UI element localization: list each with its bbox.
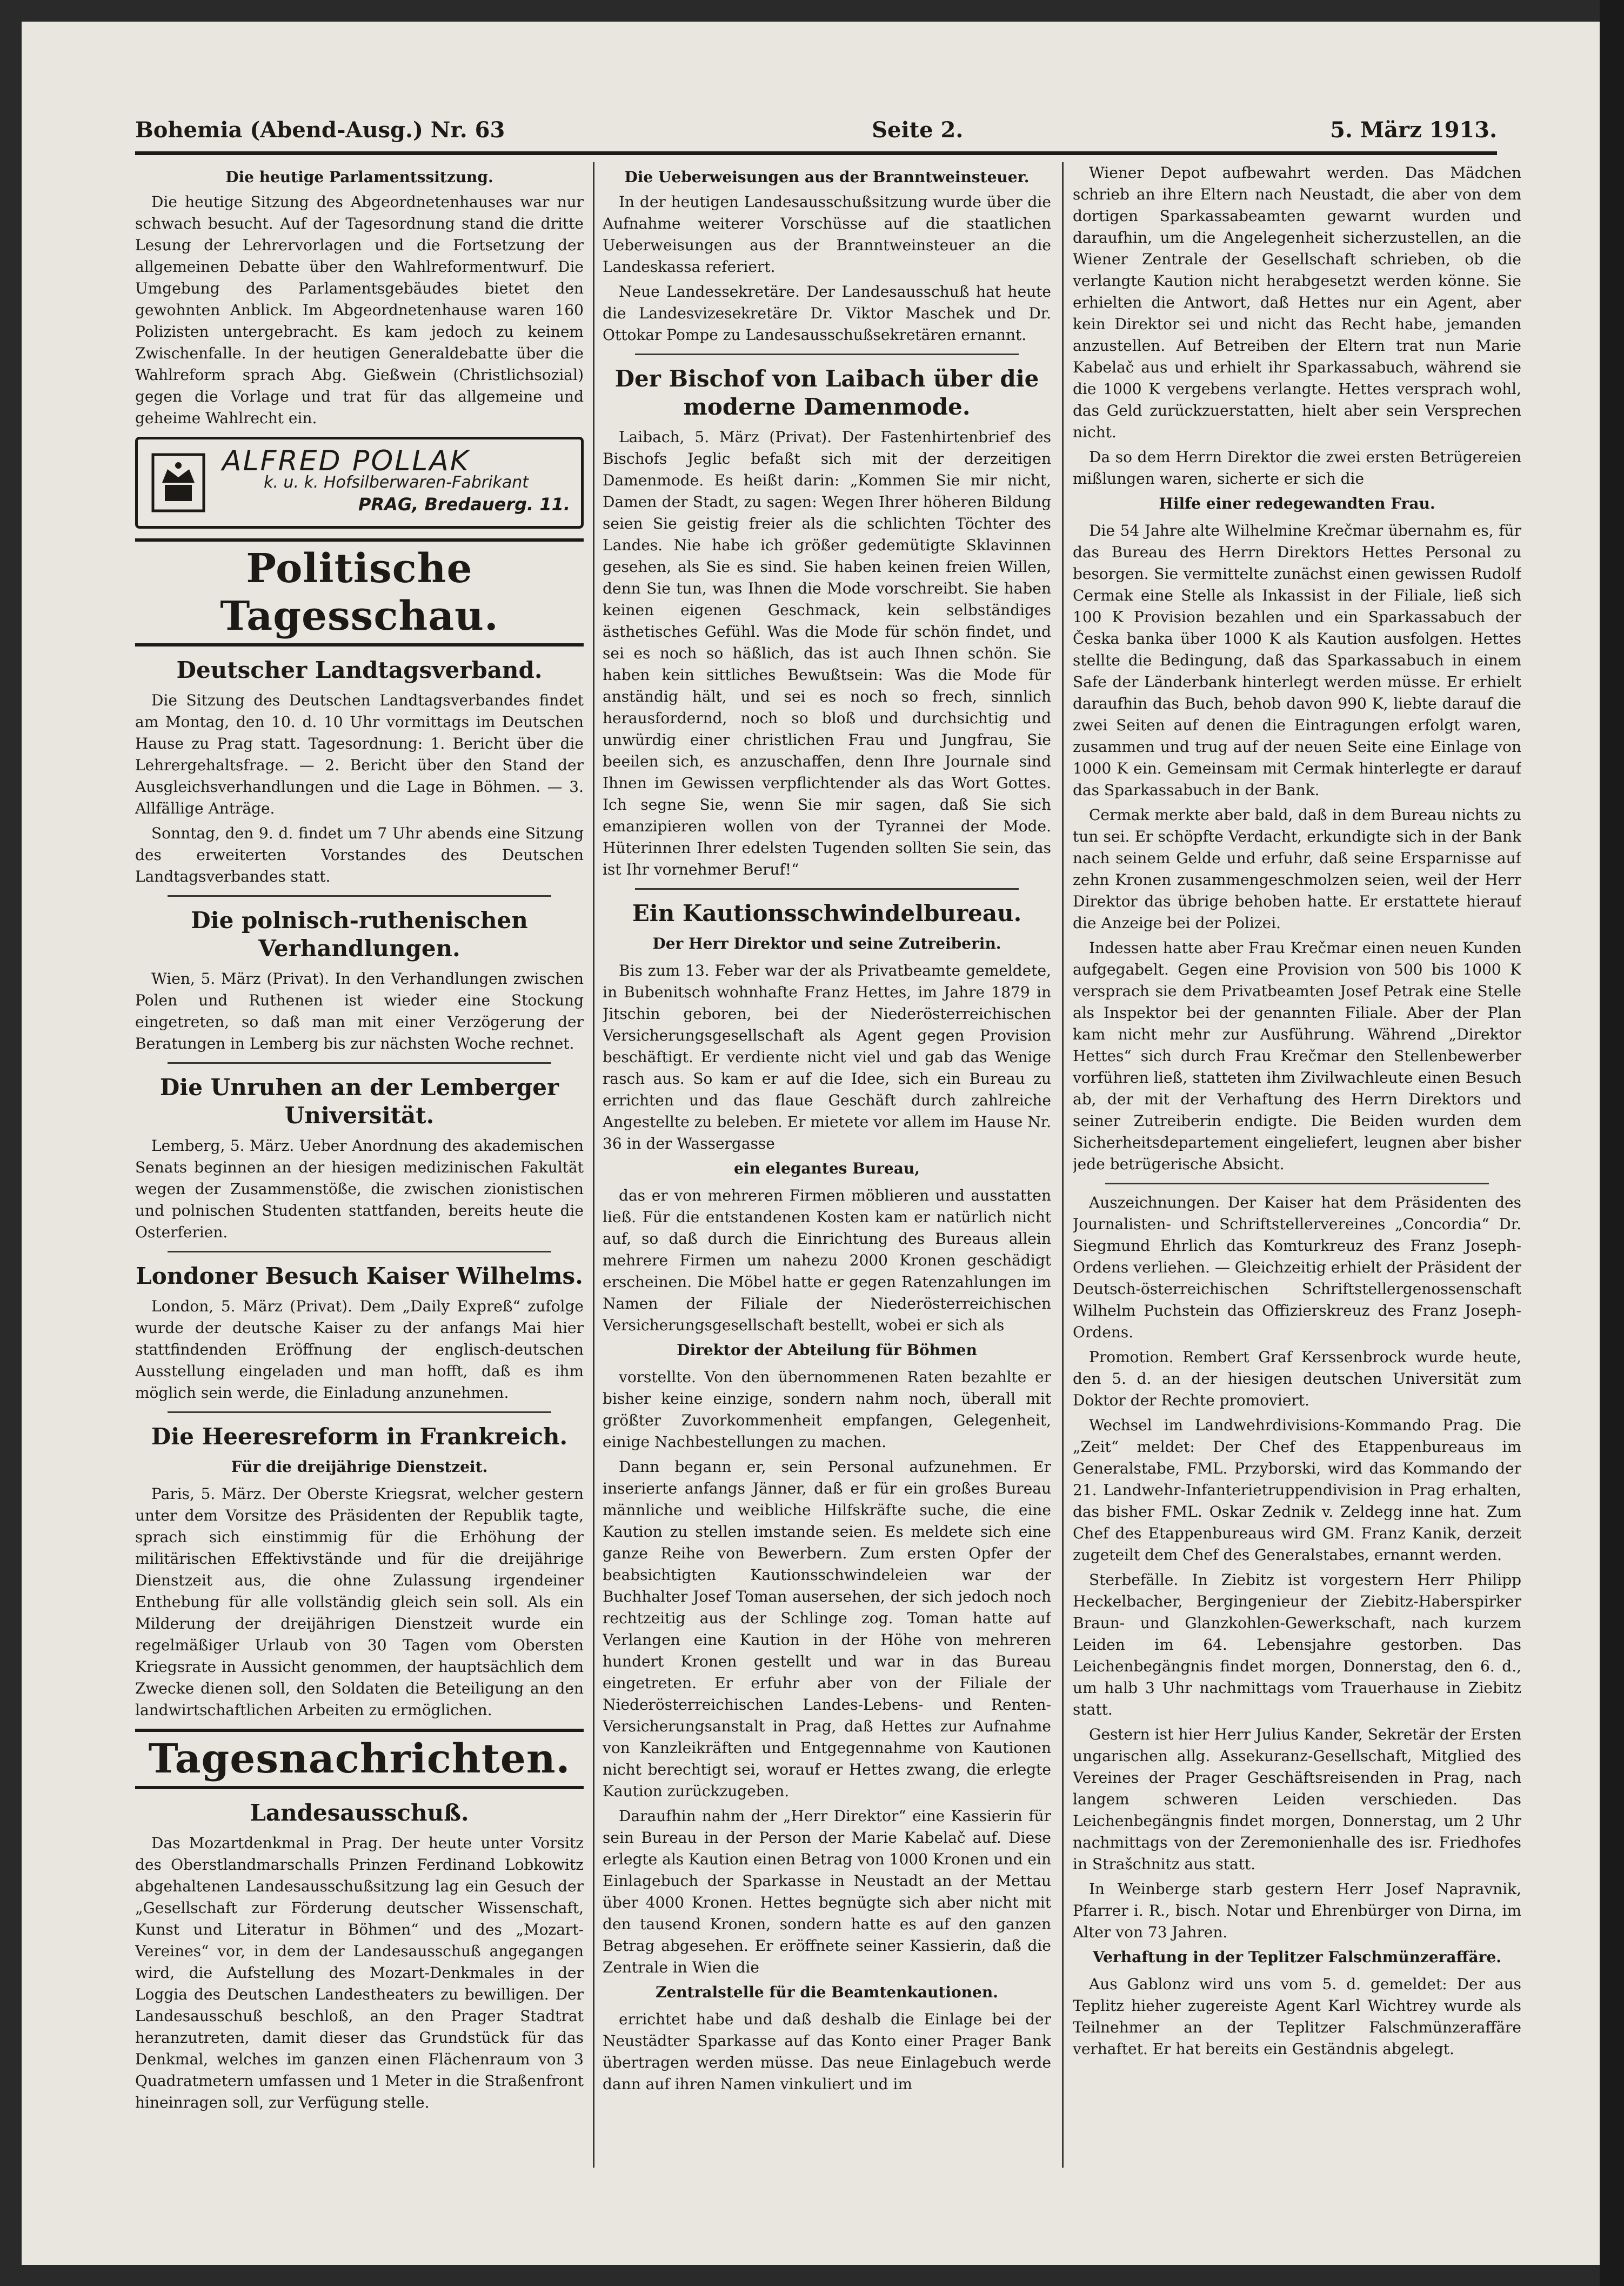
article-heading: Die Unruhen an der Lemberger Universität. <box>159 1074 559 1129</box>
article-text: Cermak merkte aber bald, daß in dem Bureau nichts zu tun sei. Er schöpfte Verdacht, erkundigte sich in der Bank nach seinem Gelde und erfuhr, daß seine Ersparnisse auf zehn Kronen zusammengeschmolzen seien, weil der Herr Direktor das übrige behoben hatte. Er erstattete hierauf die Anzeige bei der Polizei. <box>1073 806 1521 932</box>
article-text: Indessen hatte aber Frau Krečmar einen neuen Kunden aufgegabelt. Gegen eine Provision von 500 bis 1000 K versprach sie dem Privatbeamten Josef Petrak eine Stelle als Inspektor bei der genannten Filiale. Aber der Plan kam nicht mehr zur Ausführung. Während „Direktor Hettes“ sich durch Frau Krečmar den Stellenbewerber vorführen ließ, statteten ihm Zivilwachleute einen Besuch ab, der mit der Verhaftung des Herrn Direktors und seiner Zutreiberin endigte. Die Beiden wurden dem Sicherheitsdepartement eingeliefert, leugnen aber bisher jede betrügerische Absicht. <box>1073 939 1521 1173</box>
article-text: Wiener Depot aufbewahrt werden. Das Mädchen schrieb an ihre Eltern nach Neustadt, die aber von dem dortigen Sparkassabeamten gewarnt wurden und daraufhin, um die Angelegenheit sicherzustellen, an die Wiener Zentrale der Gesellschaft schrieben, ob die verlangte Kaution nicht herabgesetzt werden könne. Sie erhielten die Antwort, daß Hettes nur ein Agent, aber kein Direktor sei und nicht das Recht habe, jemanden anzustellen. Auf Betreiben der Eltern trat nun Marie Kabelač aus und erhielt ihr Sparkassabuch, während sie die 1000 K vergebens verlangte. Hettes versprach wohl, das Geld zurückzuerstatten, hielt aber sein Versprechen nicht. <box>1073 164 1521 441</box>
article-text: das er von mehreren Firmen möblieren und ausstatten ließ. Für die entstandenen Kosten kam er natürlich nicht auf, so daß durch die Einrichtung des Bureaus allein mehrere Firmen um nahezu 2000 Kronen geschädigt erscheinen. Die Möbel hatte er gegen Ratenzahlungen im Namen der Filiale der Niederösterreichischen Versicherungsgesellschaft bestellt, wobei er sich als <box>603 1187 1051 1334</box>
article-heading: Der Bischof von Laibach über die moderne Damenmode. <box>614 365 1039 420</box>
ad-address: PRAG, Bredauerg. 11. <box>358 494 570 515</box>
article-text: vorstellte. Von den übernommenen Raten bezahlte er bisher keine einzige, sondern nahm noch, überall mit größter Zuvorkommenheit empfangen, Gelegenheit, einige Nachbestellungen zu machen. <box>603 1368 1051 1451</box>
article-text: Gestern ist hier Herr Julius Kander, Sekretär der Ersten ungarischen allg. Assekuranz-Gesellschaft, Mitglied des Vereines der Prager Geschäftsreisenden in Prag, nach langem schweren Leiden verschieden. Das Leichenbegängnis findet morgen, Donnerstag, um 2 Uhr nachmittags von der Zeremonienhalle des isr. Friedhofes in Strašchnitz aus statt. <box>1073 1725 1521 1873</box>
article-heading: Deutscher Landtagsverband. <box>176 657 543 683</box>
article-text: Die heutige Sitzung des Abgeordnetenhauses war nur schwach besucht. Auf der Tagesordnung stand die dritte Lesung der Lehrervorlagen und die Fortsetzung der allgemeinen Debatte über den Wahlreformentwurf. Die Umgebung des Parlamentsgebäudes bietet den gewohnten Anblick. Im Abgeordnetenhause waren 160 Polizisten untergebracht. Es kam jedoch zu keinem Zwischenfalle. In der heutigen Generaldebatte über die Wahlreform sprach Abg. Gießwein (Christlichsozial) gegen die Vorlage und trat für das allgemeine und geheime Wahlrecht ein. <box>135 193 584 427</box>
article-text: Die 54 Jahre alte Wilhelmine Krečmar übernahm es, für das Bureau des Herrn Direktors Hettes Personal zu besorgen. Sie vermittelte zunächst einen gewissen Rudolf Cermak eine Stelle als Inkassist in der Filiale, ließ sich 100 K Provision bezahlen und ein Sparkassabuch der Česka banka über 1000 K als Kaution ausfolgen. Hettes stellte die Bedingung, daß das Sparkassabuch in einem Safe der Länderbank hinterlegt werden müsse. Er erhielt daraufhin das Buch, behob davon 990 K, liebte darauf die zwei Seiten auf denen die Eintragungen erfolgt waren, zusammen und trug auf der neuen Seite eine Einlage von 1000 K ein. Gemeinsam mit Cermak hinterlegte er darauf das Sparkassabuch in der Bank. <box>1073 522 1521 799</box>
column-divider <box>1062 162 1064 2168</box>
article-text: Wechsel im Landwehrdivisions-Kommando Prag. Die „Zeit“ meldet: Der Chef des Etappenbureaus im Generalstabe, FML. Przyborski, wird das Kommando der 21. Landwehr-Infanterietruppendivision in Prag erhalten, das bisher FML. Oskar Zednik v. Zeldegg inne hat. Zum Chef des Etappenbureaus wird GM. Franz Kanik, derzeit zugeteilt dem Chef des Generalstabes, ernannt werden. <box>1073 1416 1521 1564</box>
article-text: Da so dem Herrn Direktor die zwei ersten Betrügereien mißlungen waren, sicherte er sich die <box>1073 448 1521 488</box>
divider <box>635 888 1019 890</box>
scan-edge <box>1600 0 1624 2286</box>
article-text: Laibach, 5. März (Privat). Der Fastenhirtenbrief des Bischofs Jeglic befaßt sich mit der derzeitigen Damenmode. Es heißt darin: „Kommen Sie mir nicht, Damen der Stadt, zu sagen: Wegen Ihrer höheren Bildung seien Sie geistig freier als die schlichten Töchter des Landes. Nie habe ich größer gedemütigte Sklavinnen gesehen, als Sie es sind. Sie haben keinen freien Willen, denn Sie tun, was Ihnen die Mode vorschreibt. Sie haben keinen eigenen Geschmack, kein selbständiges ästhetisches Gefühl. Was die Mode für schön findet, und sei es noch so häßlich, das ist auch Ihnen schön. Sie haben kein sittliches Bewußtsein: Was die Mode für anständig hält, und sei es noch so frech, sinnlich herausfordernd, noch so bloß und durchsichtig und unwürdig einer christlichen Frau und Jungfrau, Sie beeilen sich, es anzuschaffen, denn Ihre Journale sind Ihnen im Gewissen verpflichtender als das Wort Gottes. Ich segne Sie, wenn Sie mir sagen, daß Sie sich emanzipieren wollen von der Tyrannei der Mode. Hüterinnen Ihrer edelsten Tugenden sollten Sie sein, das ist Ihr vornehmer Beruf!“ <box>603 428 1051 878</box>
article-text: Die Sitzung des Deutschen Landtagsverbandes findet am Montag, den 10. d. 10 Uhr vormittags im Deutschen Hause zu Prag statt. Tagesordnung: 1. Bericht über die Lehrergehaltsfrage. — 2. Bericht über den Stand der Ausgleichsverhandlungen und die Lage in Böhmen. — 3. Allfällige Anträge. <box>135 691 584 817</box>
article-heading: Die Ueberweisungen aus der Branntweinsteuer. <box>624 168 1030 186</box>
article-heading: Londoner Besuch Kaiser Wilhelms. <box>136 1263 583 1289</box>
article-heading: Die polnisch-ruthenischen Verhandlungen. <box>191 907 528 962</box>
article-text: Wien, 5. März (Privat). In den Verhandlungen zwischen Polen und Ruthenen ist wieder eine Stockung eingetreten, so daß man mit einer Verzögerung der Beratungen in Lemberg bis zur nächsten Woche rechnet. <box>135 970 584 1052</box>
divider <box>168 895 551 897</box>
header-edition: Bohemia (Abend-Ausg.) Nr. 63 <box>135 117 505 143</box>
article-text: Bis zum 13. Feber war der als Privatbeamte gemeldete, in Bubenitsch wohnhafte Franz Hettes, im Jahre 1879 in Jitschin geboren, bei der Niederösterreichischen Versicherungsgesellschaft als Agent gegen Provision beschäftigt. Er verdiente nicht viel und gab das Wenige rasch aus. So kam er auf die Idee, sich ein Bureau zu errichten und das flaue Geschäft durch zahlreiche Angestellte zu beleben. Er mietete vor allem im Hause Nr. 36 in der Wassergasse <box>603 962 1051 1152</box>
article-text: Aus Gablonz wird uns vom 5. d. gemeldet: Der aus Teplitz hieher zugereiste Agent Karl Wichtrey wurde als Teilnehmer an der Teplitzer Falschmünzeraffäre verhaftet. Er hat bereits ein Geständnis abgelegt. <box>1073 1975 1521 2058</box>
article-subheading: Zentralstelle für die Beamtenkautionen. <box>656 1983 998 2001</box>
article-heading: Die Heeresreform in Frankreich. <box>151 1423 568 1450</box>
column-3 <box>1073 162 1521 2168</box>
header-date: 5. März 1913. <box>1330 117 1497 143</box>
divider <box>168 1251 551 1252</box>
article-subheading: Direktor der Abteilung für Böhmen <box>677 1341 977 1359</box>
article-text: Dann begann er, sein Personal aufzunehmen. Er inserierte anfangs Jänner, daß er für ein großes Bureau männliche und weibliche Hilfskräfte suche, die eine Kaution zu stellen imstande seien. Es meldete sich eine ganze Reihe von Bewerbern. Zum ersten Opfer der beabsichtigten Kautionsschwindeleien war der Buchhalter Josef Toman ausersehen, der sich jedoch noch rechtzeitig aus der Schlinge zog. Toman hatte auf Verlangen eine Kaution in der Höhe von mehreren hundert Kronen gestellt und war in das Bureau eingetreten. Er erfuhr aber von der Filiale der Niederösterreichischen Landes-Lebens- und Renten-Versicherungsanstalt in Prag, daß Hettes zur Aufnahme von Kanzleikräften und Entgegennahme von Kautionen nicht berechtigt sei, worauf er Hettes zwang, die erlegte Kaution zurückzugeben. <box>603 1458 1051 1800</box>
article-text: In der heutigen Landesausschußsitzung wurde über die Aufnahme weiterer Vorschüsse auf die staatlichen Ueberweisungen aus der Branntweinsteuer an die Landeskassa referiert. <box>603 193 1051 276</box>
article-text: Daraufhin nahm der „Herr Direktor“ eine Kassierin für sein Bureau in der Person der Marie Kabelač auf. Diese erlegte als Kaution einen Betrag von 1000 Kronen und ein Einlagebuch der Sparkasse in Neustadt an der Mettau über 4000 Kronen. Hettes begnügte sich aber nicht mit den tausend Kronen, sondern hatte es auf den ganzen Betrag abgesehen. Er eröffnete seiner Kassierin, daß die Zentrale in Wien die <box>603 1807 1051 1976</box>
article-text: London, 5. März (Privat). Dem „Daily Expreß“ zufolge wurde der deutsche Kaiser zu der anfangs Mai hier stattfindenden Eröffnung der englisch-deutschen Ausstellung eingeladen und man hofft, daß es ihm möglich sein werde, die Einladung anzunehmen. <box>135 1297 584 1402</box>
page-header <box>135 108 1497 151</box>
article-text: Sonntag, den 9. d. findet um 7 Uhr abends eine Sitzung des erweiterten Vorstandes des Deutschen Landtagsverbandes statt. <box>135 824 584 885</box>
article-text: Neue Landessekretäre. Der Landesausschuß hat heute die Landesvizesekretäre Dr. Viktor Maschek und Dr. Ottokar Pompe zu Landesausschußsekretären ernannt. <box>603 283 1051 344</box>
crown-crest-icon <box>149 450 208 515</box>
article-subheading: Hilfe einer redegewandten Frau. <box>1159 495 1435 512</box>
column-divider <box>593 162 594 2168</box>
article-text: Auszeichnungen. Der Kaiser hat dem Präsidenten des Journalisten- und Schriftstellervereines „Concordia“ Dr. Siegmund Ehrlich das Komturkreuz des Franz Joseph-Ordens verliehen. — Gleichzeitig erhielt der Präsident der Deutsch-österreichischen Schriftstellergenossenschaft Wilhelm Puchstein das Offizierskreuz des Franz Joseph-Ordens. <box>1073 1194 1521 1341</box>
article-subheading: Für die dreijährige Dienstzeit. <box>231 1458 488 1476</box>
article-subheading: ein elegantes Bureau, <box>734 1159 920 1177</box>
article-text: Promotion. Rembert Graf Kerssenbrock wurde heute, den 5. d. an der hiesigen deutschen Universität zum Doktor der Rechte promoviert. <box>1073 1348 1521 1409</box>
article-text: Lemberg, 5. März. Ueber Anordnung des akademischen Senats beginnen an der hiesigen medizinischen Fakultät wegen der Zusammenstöße, die zwischen zionistischen und polnischen Studenten stattfanden, bereits heute die Osterferien. <box>135 1137 584 1241</box>
article-text: Sterbefälle. In Ziebitz ist vorgestern Herr Philipp Heckelbacher, Bergingenieur der Ziebitz-Haberspirker Braun- und Glanzkohlen-Gewerkschaft, nach kurzem Leiden im 64. Lebensjahre gestorben. Das Leichenbegängnis findet morgen, Donnerstag, den 6. d., um halb 3 Uhr nachmittags vom Trauerhause in Ziebitz statt. <box>1073 1571 1521 1718</box>
article-heading: Landesausschuß. <box>250 1800 469 1826</box>
ad-tagline: k. u. k. Hofsilberwaren-Fabrikant <box>263 473 529 492</box>
article-subheading: Verhaftung in der Teplitzer Falschmünzeraffäre. <box>1093 1948 1501 1966</box>
article-heading: Ein Kautionsschwindelbureau. <box>632 900 1022 927</box>
divider <box>1105 1183 1489 1184</box>
header-page-number: Seite 2. <box>872 117 964 143</box>
advertisement-text <box>222 445 570 515</box>
divider <box>635 354 1019 355</box>
ad-company-name: ALFRED POLLAK <box>222 445 470 477</box>
article-subheading: Der Herr Direktor und seine Zutreiberin. <box>652 935 1001 952</box>
header-rule <box>135 151 1497 155</box>
article-heading: Die heutige Parlamentssitzung. <box>225 168 493 186</box>
divider <box>168 1062 551 1064</box>
article-text: Paris, 5. März. Der Oberste Kriegsrat, welcher gestern unter dem Vorsitze des Präsidenten der Republik tagte, sprach sich einstimmig für die Erhöhung der militärischen Effektivstände und für die dreijährige Dienstzeit aus, die ohne Zulassung irgendeiner Enthebung für alle vollständig gleich sein soll. Als ein Milderung der dreijährigen Dienstzeit wurde ein regelmäßiger Urlaub von 30 Tagen vom Obersten Kriegsrate in Aussicht genommen, der hauptsächlich dem Zwecke dienen soll, den Soldaten die Beteiligung an den landwirtschaftlichen Arbeiten zu ermöglichen. <box>135 1485 584 1719</box>
section-title-politics: Politische Tagesschau. <box>135 538 584 647</box>
section-title-news: Tagesnachrichten. <box>135 1729 584 1789</box>
advertisement-pollak <box>135 437 584 529</box>
article-text: In Weinberge starb gestern Herr Josef Napravnik, Pfarrer i. R., bisch. Notar und Ehrenbürger von Dirna, im Alter von 73 Jahren. <box>1073 1880 1521 1941</box>
newspaper-page <box>22 22 1600 2265</box>
column-1 <box>135 162 584 2168</box>
article-text: errichtet habe und daß deshalb die Einlage bei der Neustädter Sparkasse auf das Konto einer Prager Bank übertragen werden müsse. Das neue Einlagebuch werde dann auf ihren Namen vinkuliert und im <box>603 2010 1051 2093</box>
divider <box>168 1411 551 1413</box>
article-text: Das Mozartdenkmal in Prag. Der heute unter Vorsitz des Oberstlandmarschalls Prinzen Ferdinand Lobkowitz abgehaltenen Landesausschußsitzung lag ein Gesuch der „Gesellschaft zur Förderung deutscher Wissenschaft, Kunst und Literatur in Böhmen“ und des „Mozart-Vereines“ vor, in dem der Landesausschuß angegangen wird, die Aufstellung des Mozart-Denkmales in der Loggia des Deutschen Landestheaters zu bewilligen. Der Landesausschuß beschloß, an den Prager Stadtrat heranzutreten, damit dieser das Grundstück für das Denkmal, welches im ganzen einen Flächenraum von 3 Quadratmetern umfassen und 1 Meter in die Straßenfront hineinragen soll, zur Verfügung stelle. <box>135 1834 584 2111</box>
column-2 <box>603 162 1051 2168</box>
